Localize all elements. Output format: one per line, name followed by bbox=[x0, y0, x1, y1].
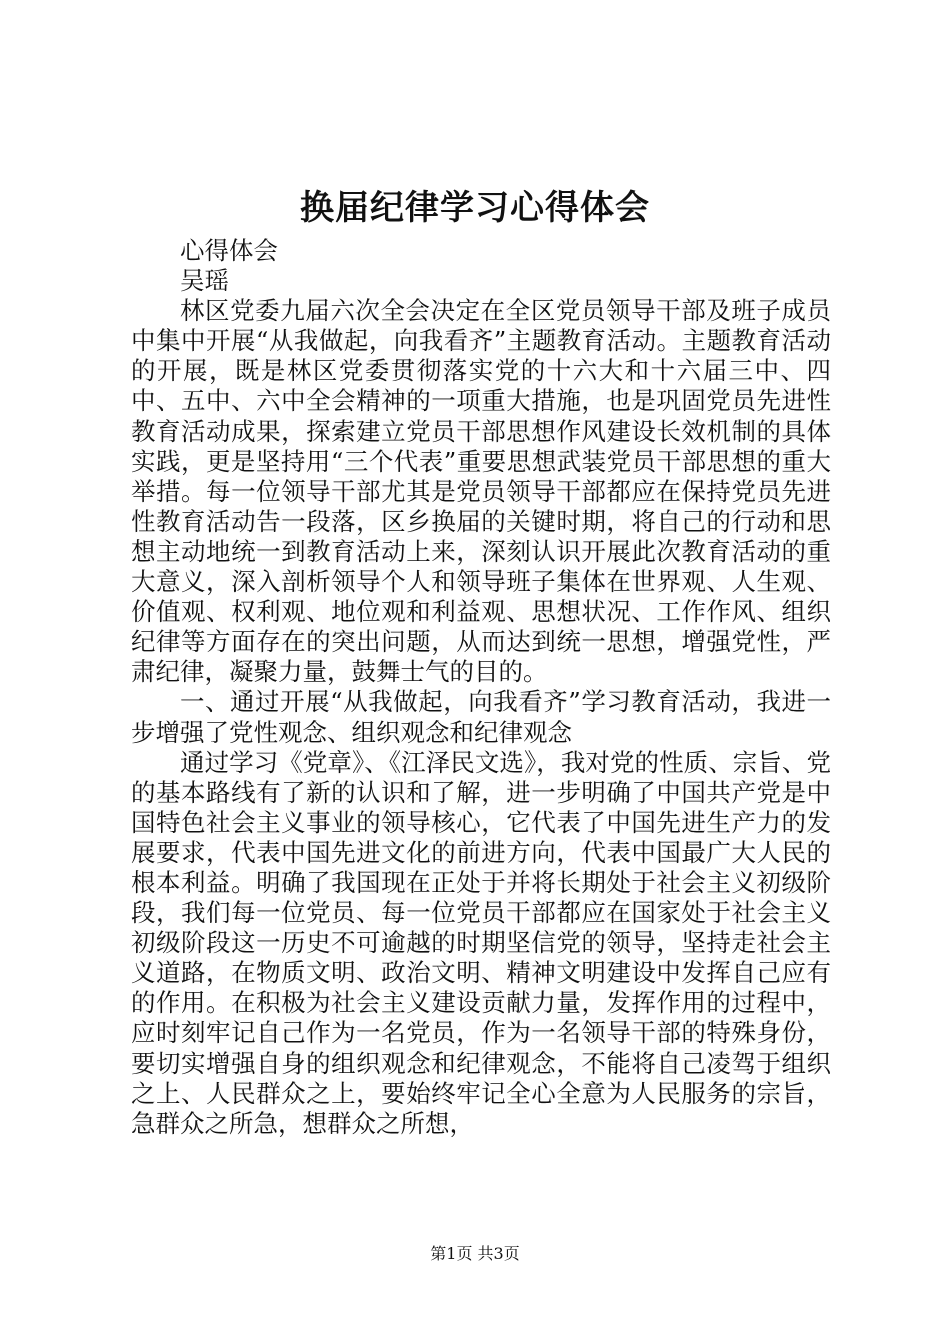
intro-paragraph: 林区党委九届六次全会决定在全区党员领导干部及班子成员中集中开展“从我做起，向我看齐”主题教育活动。主题教育活动的开展，既是林区党委贯彻落实党的十六大和十六届三中、四中、五中、六中全会精神的一项重大措施，也是巩固党员先进性教育活动成果，探索建立党员干部思想作风建设长效机制的具体实践，更是坚持用“三个代表”重要思想武装党员干部思想的重大举措。每一位领导干部尤其是党员领导干部都应在保持党员先进性教育活动告一段落，区乡换届的关键时期，将自己的行动和思想主动地统一到教育活动上来，深刻认识开展此次教育活动的重大意义，深入剖析领导个人和领导班子集体在世界观、人生观、价值观、权利观、地位观和利益观、思想状况、工作作风、组织纪律等方面存在的突出问题，从而达到统一思想，增强党性，严肃纪律，凝聚力量，鼓舞士气的目的。 bbox=[131, 296, 831, 687]
author-paragraph: 吴瑶 bbox=[180, 266, 229, 296]
document-title: 换届纪律学习心得体会 bbox=[300, 188, 650, 228]
page-footer: 第1页 共3页 bbox=[430, 1244, 520, 1263]
section-heading-1: 一、通过开展“从我做起，向我看齐”学习教育活动，我进一步增强了党性观念、组织观念和纪律观念 bbox=[131, 687, 831, 747]
subtitle-paragraph: 心得体会 bbox=[180, 236, 278, 265]
section-1-paragraph: 通过学习《党章》、《江泽民文选》，我对党的性质、宗旨、党的基本路线有了新的认识和了解，进一步明确了中国共产党是中国特色社会主义事业的领导核心，它代表了中国先进生产力的发展要求，代表中国先进文化的前进方向，代表中国最广大人民的根本利益。明确了我国现在正处于并将长期处于社会主义初级阶段，我们每一位党员、每一位党员干部都应在国家处于社会主义初级阶段这一历史不可逾越的时期坚信党的领导，坚持走社会主义道路，在物质文明、政治文明、精神文明建设中发挥自己应有的作用。在积极为社会主义建设贡献力量，发挥作用的过程中，应时刻牢记自己作为一名党员，作为一名领导干部的特殊身份，要切实增强自身的组织观念和纪律观念，不能将自己凌驾于组织之上、人民群众之上，要始终牢记全心全意为人民服务的宗旨，急群众之所急，想群众之所想， bbox=[131, 747, 831, 1138]
document-body bbox=[131, 236, 831, 1139]
